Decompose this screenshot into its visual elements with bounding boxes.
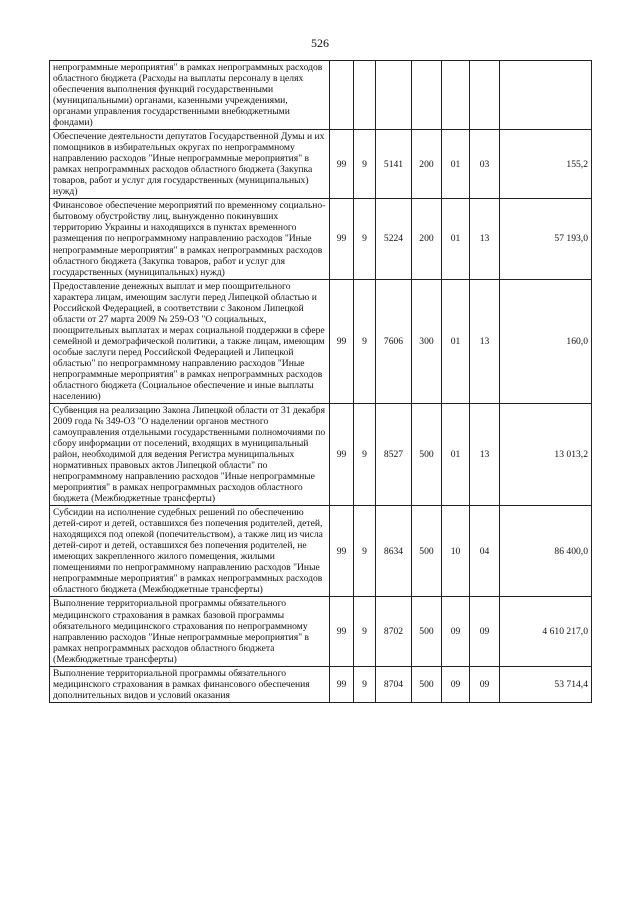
section-code: 09 xyxy=(442,597,470,666)
amount xyxy=(500,61,592,130)
program-code: 99 xyxy=(330,597,354,666)
direction-code: 7606 xyxy=(376,279,412,403)
section-code xyxy=(442,61,470,130)
table-row xyxy=(50,666,592,702)
row-description: Субвенция на реализацию Закона Липецкой области от 31 декабря 2009 года № 349-ОЗ "О наделении органов местного самоуправления отдельными государственными полномочиями по сбору информации от поселений, входящих в муниципальный район, необходимой для ведения Регистра муниципальных нормативных правовых актов Липецкой области" по непрограммному направлению расходов "Иные непрограммные мероприятия" в рамках непрограммных расходов областного бюджета (Межбюджетные трансферты) xyxy=(50,403,330,505)
amount: 86 400,0 xyxy=(500,506,592,597)
direction-code: 8702 xyxy=(376,597,412,666)
row-description: Выполнение территориальной программы обязательного медицинского страхования в рамках базовой программы обязательного медицинского страхования по непрограммному направлению расходов "Иные непрограммные мероприятия" в рамках непрограммных расходов областного бюджета (Межбюджетные трансферты) xyxy=(50,597,330,666)
program-code: 99 xyxy=(330,403,354,505)
subprogram-code: 9 xyxy=(354,199,376,279)
program-code: 99 xyxy=(330,130,354,199)
section-code: 01 xyxy=(442,403,470,505)
row-description: Обеспечение деятельности депутатов Государственной Думы и их помощников в избирательных округах по непрограммному направлению расходов "Иные непрограммные мероприятия" в рамках непрограммных расходов областного бюджета (Закупка товаров, работ и услуг для государственных (муниципальных) нужд) xyxy=(50,130,330,199)
expense-type-code: 500 xyxy=(412,403,442,505)
program-code: 99 xyxy=(330,199,354,279)
expense-type-code: 500 xyxy=(412,666,442,702)
subprogram-code: 9 xyxy=(354,279,376,403)
subprogram-code: 9 xyxy=(354,403,376,505)
subsection-code: 13 xyxy=(470,199,500,279)
expense-type-code: 300 xyxy=(412,279,442,403)
subprogram-code: 9 xyxy=(354,597,376,666)
amount: 53 714,4 xyxy=(500,666,592,702)
table-row xyxy=(50,403,592,505)
section-code: 10 xyxy=(442,506,470,597)
direction-code: 8527 xyxy=(376,403,412,505)
table-row xyxy=(50,506,592,597)
row-description: Финансовое обеспечение мероприятий по временному социально-бытовому обустройству лиц, вынужденно покинувших территорию Украины и находящихся в пунктах временного размещения по непрограммному направлению расходов "Иные непрограммные мероприятия" в рамках непрограммных расходов областного бюджета (Закупка товаров, работ и услуг для государственных (муниципальных) нужд) xyxy=(50,199,330,279)
expense-type-code xyxy=(412,61,442,130)
section-code: 01 xyxy=(442,279,470,403)
expense-type-code: 200 xyxy=(412,130,442,199)
amount: 4 610 217,0 xyxy=(500,597,592,666)
table-row xyxy=(50,279,592,403)
direction-code xyxy=(376,61,412,130)
expense-type-code: 500 xyxy=(412,506,442,597)
table-row xyxy=(50,199,592,279)
row-description: Субсидии на исполнение судебных решений по обеспечению детей-сирот и детей, оставшихся без попечения родителей, детей, находящихся под опекой (попечительством), а также лиц из числа детей-сирот и детей, оставшихся без попечения родителей, не имеющих закрепленного жилого помещения, жилыми помещениями по непрограммному направлению расходов "Иные непрограммные мероприятия" в рамках непрограммных расходов областного бюджета (Межбюджетные трансферты) xyxy=(50,506,330,597)
section-code: 09 xyxy=(442,666,470,702)
table-row xyxy=(50,597,592,666)
section-code: 01 xyxy=(442,199,470,279)
subprogram-code: 9 xyxy=(354,666,376,702)
amount: 160,0 xyxy=(500,279,592,403)
amount: 13 013,2 xyxy=(500,403,592,505)
subsection-code xyxy=(470,61,500,130)
subsection-code: 13 xyxy=(470,279,500,403)
subsection-code: 13 xyxy=(470,403,500,505)
subprogram-code xyxy=(354,61,376,130)
program-code xyxy=(330,61,354,130)
subsection-code: 09 xyxy=(470,597,500,666)
amount: 57 193,0 xyxy=(500,199,592,279)
section-code: 01 xyxy=(442,130,470,199)
program-code: 99 xyxy=(330,279,354,403)
program-code: 99 xyxy=(330,506,354,597)
subprogram-code: 9 xyxy=(354,130,376,199)
direction-code: 5141 xyxy=(376,130,412,199)
subsection-code: 09 xyxy=(470,666,500,702)
subsection-code: 04 xyxy=(470,506,500,597)
subprogram-code: 9 xyxy=(354,506,376,597)
budget-table xyxy=(49,60,592,703)
row-description: Предоставление денежных выплат и мер поощрительного характера лицам, имеющим заслуги перед Липецкой областью и Российской Федерацией, в соответствии с Законом Липецкой области от 27 марта 2009 № 259-ОЗ "О социальных, поощрительных выплатах и мерах социальной поддержки в сфере семейной и демографической политики, а также лицам, имеющим особые заслуги перед Российской Федерацией и Липецкой областью" по непрограммному направлению расходов "Иные непрограммные мероприятия" в рамках непрограммных расходов областного бюджета (Социальное обеспечение и иные выплаты населению) xyxy=(50,279,330,403)
table-row xyxy=(50,130,592,199)
direction-code: 5224 xyxy=(376,199,412,279)
direction-code: 8634 xyxy=(376,506,412,597)
amount: 155,2 xyxy=(500,130,592,199)
subsection-code: 03 xyxy=(470,130,500,199)
direction-code: 8704 xyxy=(376,666,412,702)
expense-type-code: 500 xyxy=(412,597,442,666)
row-description: непрограммные мероприятия" в рамках непрограммных расходов областного бюджета (Расходы на выплаты персоналу в целях обеспечения выполнения функций государственными (муниципальными) органами, казенными учреждениями, органами управления государственными внебюджетными фондами) xyxy=(50,61,330,130)
page-number: 526 xyxy=(311,36,329,50)
table-row xyxy=(50,61,592,130)
program-code: 99 xyxy=(330,666,354,702)
row-description: Выполнение территориальной программы обязательного медицинского страхования в рамках финансового обеспечения дополнительных видов и условий оказания xyxy=(50,666,330,702)
expense-type-code: 200 xyxy=(412,199,442,279)
